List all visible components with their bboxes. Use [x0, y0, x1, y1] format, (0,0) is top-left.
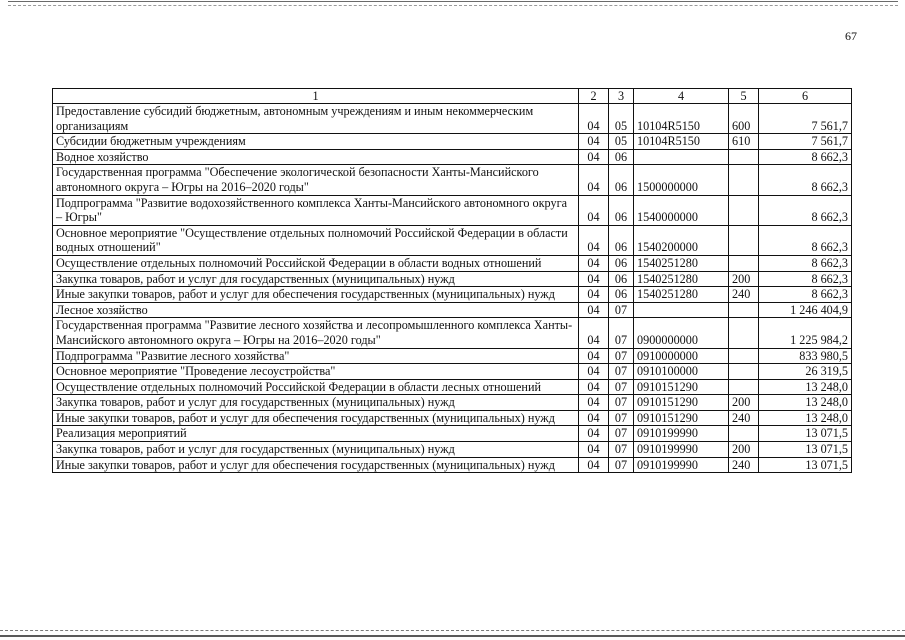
- amount-cell: 8 662,3: [759, 149, 852, 165]
- amount-cell: 13 071,5: [759, 457, 852, 473]
- subsection-code-cell: 06: [609, 149, 634, 165]
- row-name-cell: Иные закупки товаров, работ и услуг для обеспечения государственных (муниципальных) нужд: [53, 457, 579, 473]
- section-code-cell: 04: [579, 410, 609, 426]
- amount-cell: 13 071,5: [759, 426, 852, 442]
- row-name-cell: Реализация мероприятий: [53, 426, 579, 442]
- amount-cell: 7 561,7: [759, 134, 852, 150]
- expense-type-cell: 240: [729, 457, 759, 473]
- target-article-cell: [634, 302, 729, 318]
- amount-cell: 7 561,7: [759, 104, 852, 134]
- scan-edge-top: [8, 1, 898, 6]
- column-header: 1: [53, 89, 579, 104]
- amount-cell: 8 662,3: [759, 225, 852, 255]
- row-name-cell: Осуществление отдельных полномочий Российской Федерации в области лесных отношений: [53, 379, 579, 395]
- subsection-code-cell: 05: [609, 134, 634, 150]
- target-article-cell: 10104R5150: [634, 104, 729, 134]
- row-name-cell: Государственная программа "Развитие лесного хозяйства и лесопромышленного комплекса Ханты-Мансийского автономного округа – Югры на 2016–2020 годы": [53, 318, 579, 348]
- expense-type-cell: [729, 348, 759, 364]
- row-name-cell: Подпрограмма "Развитие водохозяйственного комплекса Ханты-Мансийского автономного округа – Югры": [53, 195, 579, 225]
- table-row: [53, 225, 852, 255]
- row-name-cell: Иные закупки товаров, работ и услуг для обеспечения государственных (муниципальных) нужд: [53, 287, 579, 303]
- subsection-code-cell: 07: [609, 457, 634, 473]
- subsection-code-cell: 06: [609, 225, 634, 255]
- section-code-cell: 04: [579, 287, 609, 303]
- table-row: [53, 134, 852, 150]
- target-article-cell: 1540251280: [634, 255, 729, 271]
- amount-cell: 13 071,5: [759, 442, 852, 458]
- section-code-cell: 04: [579, 318, 609, 348]
- amount-cell: 1 225 984,2: [759, 318, 852, 348]
- target-article-cell: 1500000000: [634, 165, 729, 195]
- target-article-cell: 1540200000: [634, 225, 729, 255]
- row-name-cell: Основное мероприятие "Проведение лесоустройства": [53, 364, 579, 380]
- section-code-cell: 04: [579, 364, 609, 380]
- table-row: [53, 348, 852, 364]
- row-name-cell: Закупка товаров, работ и услуг для государственных (муниципальных) нужд: [53, 271, 579, 287]
- table-row: [53, 165, 852, 195]
- target-article-cell: 0900000000: [634, 318, 729, 348]
- subsection-code-cell: 07: [609, 379, 634, 395]
- table-row: [53, 195, 852, 225]
- amount-cell: 8 662,3: [759, 165, 852, 195]
- subsection-code-cell: 07: [609, 410, 634, 426]
- amount-cell: 26 319,5: [759, 364, 852, 380]
- section-code-cell: 04: [579, 271, 609, 287]
- target-article-cell: 0910151290: [634, 410, 729, 426]
- target-article-cell: [634, 149, 729, 165]
- row-name-cell: Подпрограмма "Развитие лесного хозяйства": [53, 348, 579, 364]
- target-article-cell: 10104R5150: [634, 134, 729, 150]
- expense-type-cell: [729, 364, 759, 380]
- row-name-cell: Государственная программа "Обеспечение экологической безопасности Ханты-Мансийского автономного округа – Югры на 2016–2020 годы": [53, 165, 579, 195]
- row-name-cell: Лесное хозяйство: [53, 302, 579, 318]
- expense-type-cell: [729, 149, 759, 165]
- subsection-code-cell: 07: [609, 426, 634, 442]
- subsection-code-cell: 05: [609, 104, 634, 134]
- section-code-cell: 04: [579, 379, 609, 395]
- amount-cell: 833 980,5: [759, 348, 852, 364]
- header-row: [53, 89, 852, 104]
- target-article-cell: 0910100000: [634, 364, 729, 380]
- row-name-cell: Закупка товаров, работ и услуг для государственных (муниципальных) нужд: [53, 442, 579, 458]
- target-article-cell: 0910199990: [634, 442, 729, 458]
- expense-type-cell: [729, 225, 759, 255]
- subsection-code-cell: 07: [609, 302, 634, 318]
- section-code-cell: 04: [579, 195, 609, 225]
- section-code-cell: 04: [579, 104, 609, 134]
- table-row: [53, 271, 852, 287]
- column-header: 6: [759, 89, 852, 104]
- expense-type-cell: [729, 195, 759, 225]
- expense-type-cell: 240: [729, 287, 759, 303]
- expense-type-cell: [729, 302, 759, 318]
- expense-type-cell: 200: [729, 442, 759, 458]
- column-header: 3: [609, 89, 634, 104]
- expense-type-cell: [729, 255, 759, 271]
- subsection-code-cell: 07: [609, 364, 634, 380]
- section-code-cell: 04: [579, 302, 609, 318]
- amount-cell: 8 662,3: [759, 287, 852, 303]
- table-row: [53, 457, 852, 473]
- target-article-cell: 1540251280: [634, 287, 729, 303]
- expense-type-cell: 240: [729, 410, 759, 426]
- subsection-code-cell: 06: [609, 287, 634, 303]
- table-row: [53, 302, 852, 318]
- section-code-cell: 04: [579, 165, 609, 195]
- target-article-cell: 1540000000: [634, 195, 729, 225]
- subsection-code-cell: 06: [609, 255, 634, 271]
- expense-type-cell: [729, 165, 759, 195]
- subsection-code-cell: 07: [609, 442, 634, 458]
- section-code-cell: 04: [579, 442, 609, 458]
- table-row: [53, 379, 852, 395]
- amount-cell: 8 662,3: [759, 195, 852, 225]
- amount-cell: 13 248,0: [759, 410, 852, 426]
- table-row: [53, 318, 852, 348]
- section-code-cell: 04: [579, 457, 609, 473]
- subsection-code-cell: 06: [609, 195, 634, 225]
- expense-type-cell: [729, 379, 759, 395]
- scan-edge-bottom: [0, 630, 905, 637]
- target-article-cell: 0910151290: [634, 395, 729, 411]
- column-header: 5: [729, 89, 759, 104]
- table-row: [53, 364, 852, 380]
- row-name-cell: Закупка товаров, работ и услуг для государственных (муниципальных) нужд: [53, 395, 579, 411]
- expense-type-cell: 200: [729, 271, 759, 287]
- subsection-code-cell: 07: [609, 318, 634, 348]
- target-article-cell: 0910151290: [634, 379, 729, 395]
- budget-table: [52, 88, 852, 473]
- table-row: [53, 104, 852, 134]
- expense-type-cell: 610: [729, 134, 759, 150]
- expense-type-cell: [729, 426, 759, 442]
- subsection-code-cell: 07: [609, 395, 634, 411]
- row-name-cell: Иные закупки товаров, работ и услуг для обеспечения государственных (муниципальных) нужд: [53, 410, 579, 426]
- table-row: [53, 255, 852, 271]
- table-row: [53, 442, 852, 458]
- row-name-cell: Водное хозяйство: [53, 149, 579, 165]
- table-body: [53, 104, 852, 473]
- target-article-cell: 0910199990: [634, 457, 729, 473]
- table-row: [53, 426, 852, 442]
- target-article-cell: 0910000000: [634, 348, 729, 364]
- table-row: [53, 395, 852, 411]
- table-row: [53, 287, 852, 303]
- section-code-cell: 04: [579, 134, 609, 150]
- amount-cell: 13 248,0: [759, 395, 852, 411]
- section-code-cell: 04: [579, 149, 609, 165]
- row-name-cell: Предоставление субсидий бюджетным, автономным учреждениям и иным некоммерческим организациям: [53, 104, 579, 134]
- subsection-code-cell: 06: [609, 271, 634, 287]
- section-code-cell: 04: [579, 348, 609, 364]
- row-name-cell: Субсидии бюджетным учреждениям: [53, 134, 579, 150]
- row-name-cell: Осуществление отдельных полномочий Российской Федерации в области водных отношений: [53, 255, 579, 271]
- amount-cell: 8 662,3: [759, 271, 852, 287]
- amount-cell: 8 662,3: [759, 255, 852, 271]
- section-code-cell: 04: [579, 255, 609, 271]
- expense-type-cell: [729, 318, 759, 348]
- target-article-cell: 0910199990: [634, 426, 729, 442]
- column-header: 4: [634, 89, 729, 104]
- page-number: 67: [845, 29, 857, 43]
- subsection-code-cell: 07: [609, 348, 634, 364]
- amount-cell: 1 246 404,9: [759, 302, 852, 318]
- table-row: [53, 149, 852, 165]
- table-row: [53, 410, 852, 426]
- expense-type-cell: 200: [729, 395, 759, 411]
- row-name-cell: Основное мероприятие "Осуществление отдельных полномочий Российской Федерации в области водных отношений": [53, 225, 579, 255]
- section-code-cell: 04: [579, 225, 609, 255]
- target-article-cell: 1540251280: [634, 271, 729, 287]
- column-header: 2: [579, 89, 609, 104]
- expense-type-cell: 600: [729, 104, 759, 134]
- amount-cell: 13 248,0: [759, 379, 852, 395]
- section-code-cell: 04: [579, 395, 609, 411]
- section-code-cell: 04: [579, 426, 609, 442]
- subsection-code-cell: 06: [609, 165, 634, 195]
